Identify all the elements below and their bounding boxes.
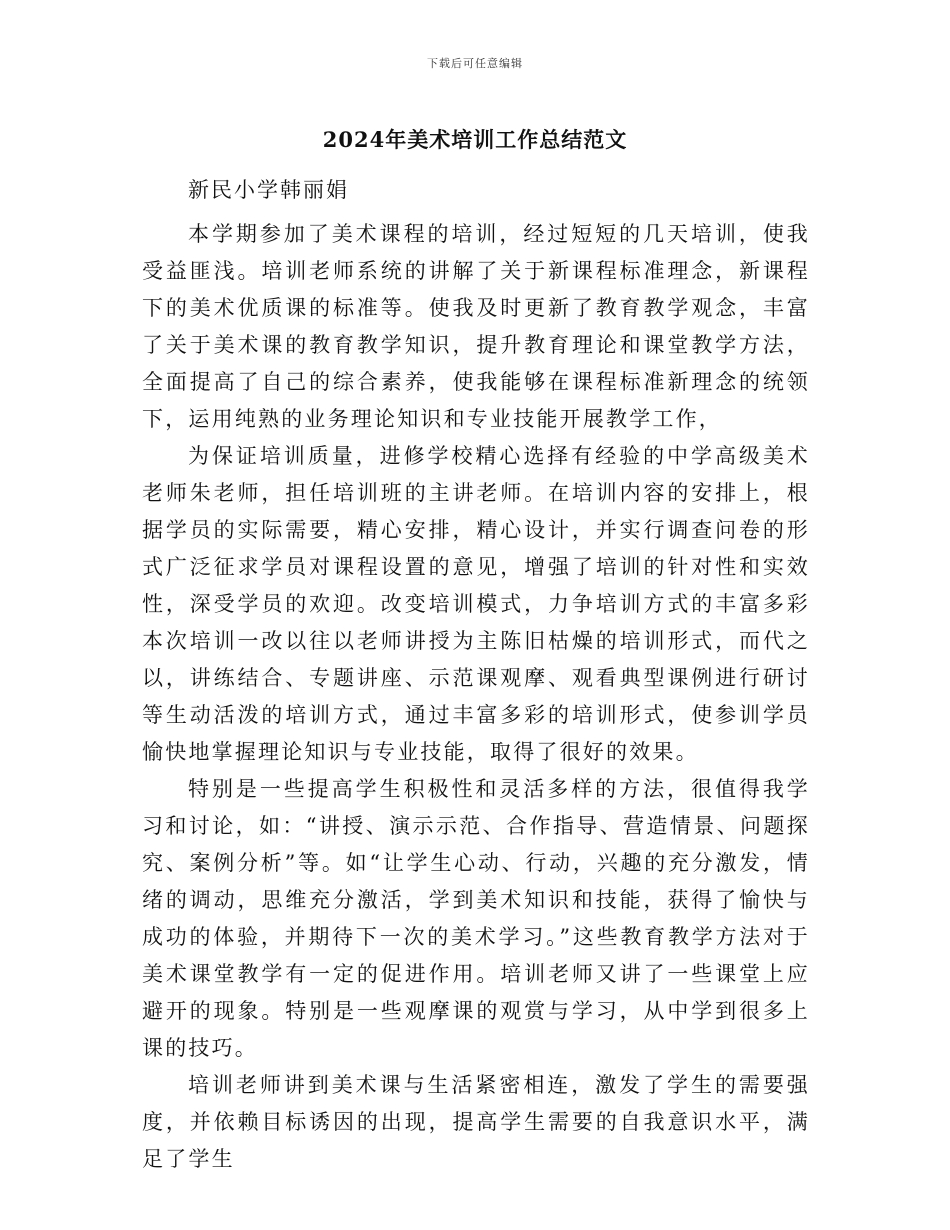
- paragraph-2: 为保证培训质量，进修学校精心选择有经验的中学高级美术老师朱老师，担任培训班的主讲老师。在培训内容的安排上，根据学员的实际需要，精心安排，精心设计，并实行调查问卷的形式广泛征求学员对课程设置的意见，增强了培训的针对性和实效性，深受学员的欢迎。改变培训模式，力争培训方式的丰富多彩本次培训一改以往以老师讲授为主陈旧枯燥的培训形式，而代之以，讲练结合、专题讲座、示范课观摩、观看典型课例进行研讨等生动活泼的培训方式，通过丰富多彩的培训形式，使参训学员愉快地掌握理论知识与专业技能，取得了很好的效果。: [142, 444, 810, 764]
- document-title: 2024年美术培训工作总结范文: [322, 127, 628, 152]
- paragraph-1: 本学期参加了美术课程的培训，经过短短的几天培训，使我受益匪浅。培训老师系统的讲解了关于新课程标准理念，新课程下的美术优质课的标准等。使我及时更新了教育教学观念，丰富了关于美术课的教育教学知识，提升教育理论和课堂教学方法，全面提高了自己的综合素养，使我能够在课程标准新理念的统领下，运用纯熟的业务理论知识和专业技能开展教学工作，: [142, 222, 810, 431]
- document-body: [142, 216, 810, 1178]
- paragraph-4: 培训老师讲到美术课与生活紧密相连，激发了学生的需要强度，并依赖目标诱因的出现，提高学生需要的自我意识水平，满足了学生: [142, 1073, 810, 1171]
- paragraph-3: 特别是一些提高学生积极性和灵活多样的方法，很值得我学习和讨论，如：“讲授、演示示范、合作指导、营造情景、问题探究、案例分析”等。如“让学生心动、行动，兴趣的充分激发，情绪的调动，思维充分激活，学到美术知识和技能，获得了愉快与成功的体验，并期待下一次的美术学习。”这些教育教学方法对于美术课堂教学有一定的促进作用。培训老师又讲了一些课堂上应避开的现象。特别是一些观摩课的观赏与学习，从中学到很多上课的技巧。: [142, 777, 810, 1060]
- author-line: 新民小学韩丽娟: [188, 178, 349, 202]
- header-note: 下载后可任意编辑: [427, 57, 523, 70]
